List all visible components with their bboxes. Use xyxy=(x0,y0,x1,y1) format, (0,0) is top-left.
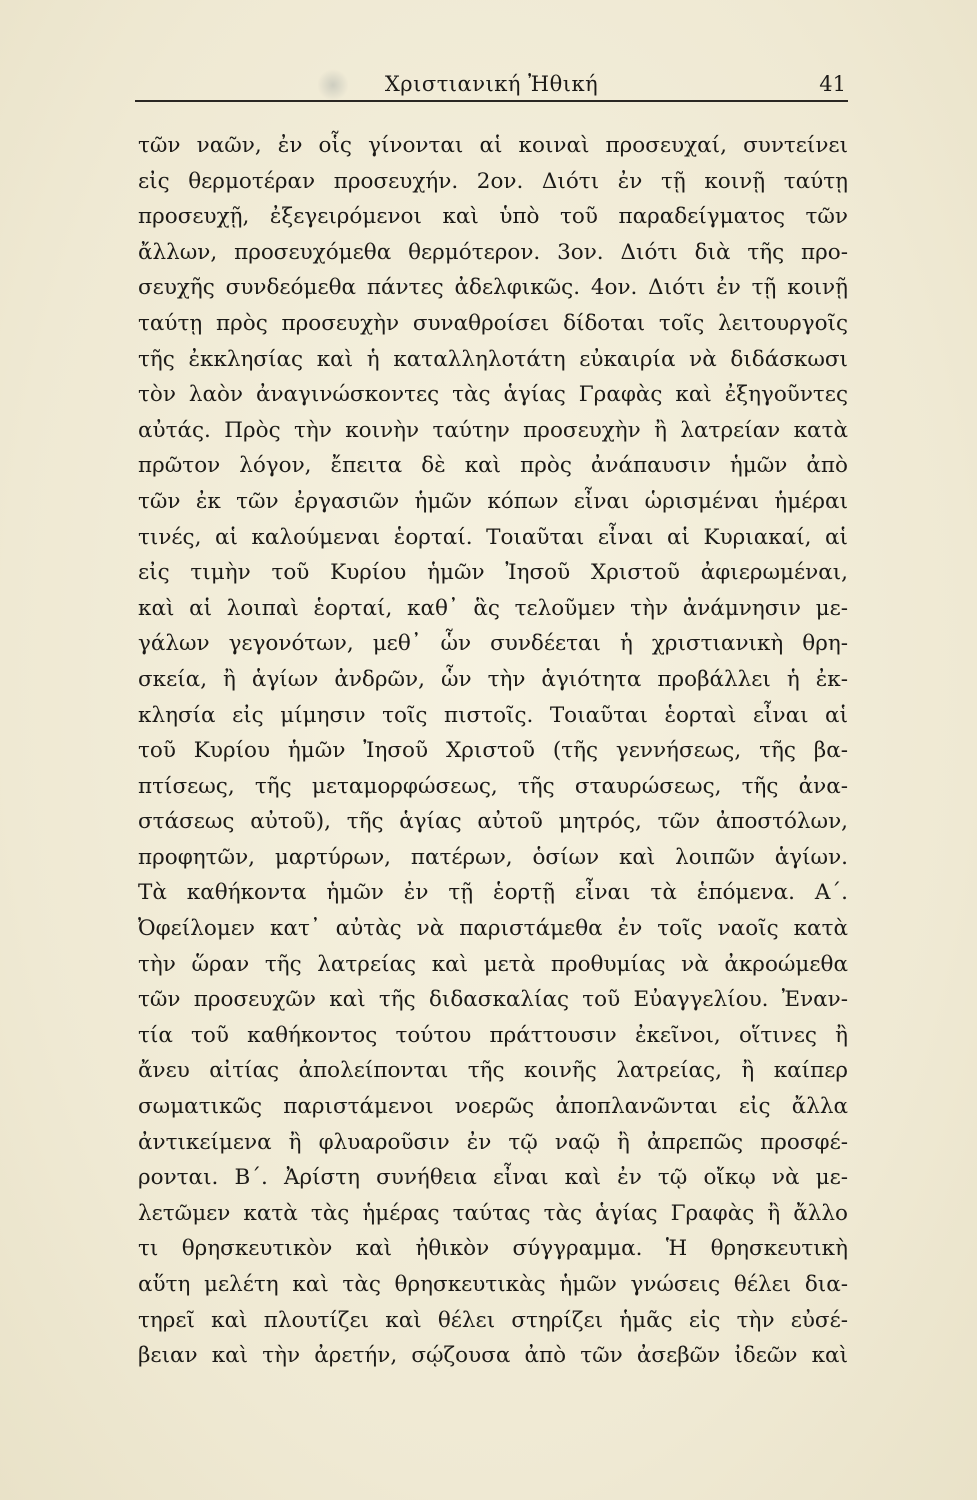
text-line: ἄνευ αἰτίας ἀπολείπονται τῆς κοινῆς λατρείας, ἢ καίπερ xyxy=(138,1058,848,1084)
text-line: πτίσεως, τῆς μεταμορφώσεως, τῆς σταυρώσεως, τῆς ἀνα- xyxy=(138,773,848,799)
body-text xyxy=(138,128,848,1374)
text-line: γάλων γεγονότων, μεθ᾽ ὧν συνδέεται ἡ χριστιανικὴ θρη- xyxy=(138,631,848,657)
text-line: στάσεως αὐτοῦ), τῆς ἁγίας αὐτοῦ μητρός, τῶν ἀποστόλων, xyxy=(138,809,848,835)
text-line: τοῦ Κυρίου ἡμῶν Ἰησοῦ Χριστοῦ (τῆς γεννήσεως, τῆς βα- xyxy=(138,738,848,764)
text-line: προσευχῇ, ἐξεγειρόμενοι καὶ ὑπὸ τοῦ παραδείγματος τῶν xyxy=(138,204,848,230)
text-line: ἀντικείμενα ἢ φλυαροῦσιν ἐν τῷ ναῷ ἢ ἀπρεπῶς προσφέ- xyxy=(138,1129,848,1155)
text-line: προφητῶν, μαρτύρων, πατέρων, ὁσίων καὶ λοιπῶν ἁγίων. xyxy=(138,844,848,870)
page-number: 41 xyxy=(819,72,846,96)
text-line: τινές, αἱ καλούμεναι ἑορταί. Τοιαῦται εἶναι αἱ Κυριακαί, αἱ xyxy=(138,524,848,550)
text-line: Τὰ καθήκοντα ἡμῶν ἐν τῇ ἑορτῇ εἶναι τὰ ἑπόμενα. Α΄. xyxy=(138,880,848,906)
header-rule xyxy=(135,100,848,102)
text-line: τι θρησκευτικὸν καὶ ἠθικὸν σύγγραμμα. Ἡ θρησκευτικὴ xyxy=(138,1236,848,1262)
text-line: κλησία εἰς μίμησιν τοῖς πιστοῖς. Τοιαῦται ἑορταὶ εἶναι αἱ xyxy=(138,702,848,728)
text-line: τηρεῖ καὶ πλουτίζει καὶ θέλει στηρίζει ἡμᾶς εἰς τὴν εὐσέ- xyxy=(138,1307,848,1333)
text-line: τῆς ἐκκλησίας καὶ ἡ καταλληλοτάτη εὐκαιρία νὰ διδάσκωσι xyxy=(138,346,848,372)
text-line: σωματικῶς παριστάμενοι νοερῶς ἀποπλανῶνται εἰς ἄλλα xyxy=(138,1094,848,1120)
text-line: βειαν καὶ τὴν ἀρετήν, σῴζουσα ἀπὸ τῶν ἀσεβῶν ἰδεῶν καὶ xyxy=(138,1343,848,1369)
text-line: σευχῆς συνδεόμεθα πάντες ἀδελφικῶς. 4ον. Διότι ἐν τῇ κοινῇ xyxy=(138,275,848,301)
text-line: τὸν λαὸν ἀναγινώσκοντες τὰς ἁγίας Γραφὰς καὶ ἐξηγοῦντες xyxy=(138,382,848,408)
text-line: λετῶμεν κατὰ τὰς ἡμέρας ταύτας τὰς ἁγίας Γραφὰς ἢ ἄλλο xyxy=(138,1200,848,1226)
text-line: ταύτῃ πρὸς προσευχὴν συναθροίσει δίδοται τοῖς λειτουργοῖς xyxy=(138,310,848,336)
text-line: πρῶτον λόγον, ἔπειτα δὲ καὶ πρὸς ἀνάπαυσιν ἡμῶν ἀπὸ xyxy=(138,453,848,479)
text-line: τῶν ἐκ τῶν ἐργασιῶν ἡμῶν κόπων εἶναι ὡρισμέναι ἡμέραι xyxy=(138,488,848,514)
text-line: σκεία, ἢ ἁγίων ἀνδρῶν, ὧν τὴν ἁγιότητα προβάλλει ἡ ἐκ- xyxy=(138,666,848,692)
text-line: αὕτη μελέτη καὶ τὰς θρησκευτικὰς ἡμῶν γνώσεις θέλει δια- xyxy=(138,1272,848,1297)
running-head xyxy=(135,70,848,100)
text-line: Ὀφείλομεν κατ᾽ αὐτὰς νὰ παριστάμεθα ἐν τοῖς ναοῖς κατὰ xyxy=(138,916,848,942)
text-line: εἰς τιμὴν τοῦ Κυρίου ἡμῶν Ἰησοῦ Χριστοῦ ἀφιερωμέναι, xyxy=(138,560,848,586)
text-line: καὶ αἱ λοιπαὶ ἑορταί, καθ᾽ ἃς τελοῦμεν τὴν ἀνάμνησιν με- xyxy=(138,595,848,621)
text-line: τὴν ὥραν τῆς λατρείας καὶ μετὰ προθυμίας νὰ ἀκροώμεθα xyxy=(138,951,848,977)
text-line: αὐτάς. Πρὸς τὴν κοινὴν ταύτην προσευχὴν ἢ λατρείαν κατὰ xyxy=(138,417,848,443)
text-line: τῶν προσευχῶν καὶ τῆς διδασκαλίας τοῦ Εὐαγγελίου. Ἐναν- xyxy=(138,987,848,1013)
text-line: τία τοῦ καθήκοντος τούτου πράττουσιν ἐκεῖνοι, οἵτινες ἢ xyxy=(138,1022,848,1048)
running-head-title: Χριστιανική Ἠθική xyxy=(384,72,599,96)
text-line: τῶν ναῶν, ἐν οἷς γίνονται αἱ κοιναὶ προσευχαί, συντείνει xyxy=(138,133,848,158)
text-line: ἄλλων, προσευχόμεθα θερμότερον. 3ον. Διότι διὰ τῆς προ- xyxy=(138,239,848,265)
text-line: ρονται. Β΄. Ἀρίστη συνήθεια εἶναι καὶ ἐν τῷ οἴκῳ νὰ με- xyxy=(138,1165,848,1191)
text-line: εἰς θερμοτέραν προσευχήν. 2ον. Διότι ἐν τῇ κοινῇ ταύτῃ xyxy=(138,168,848,194)
